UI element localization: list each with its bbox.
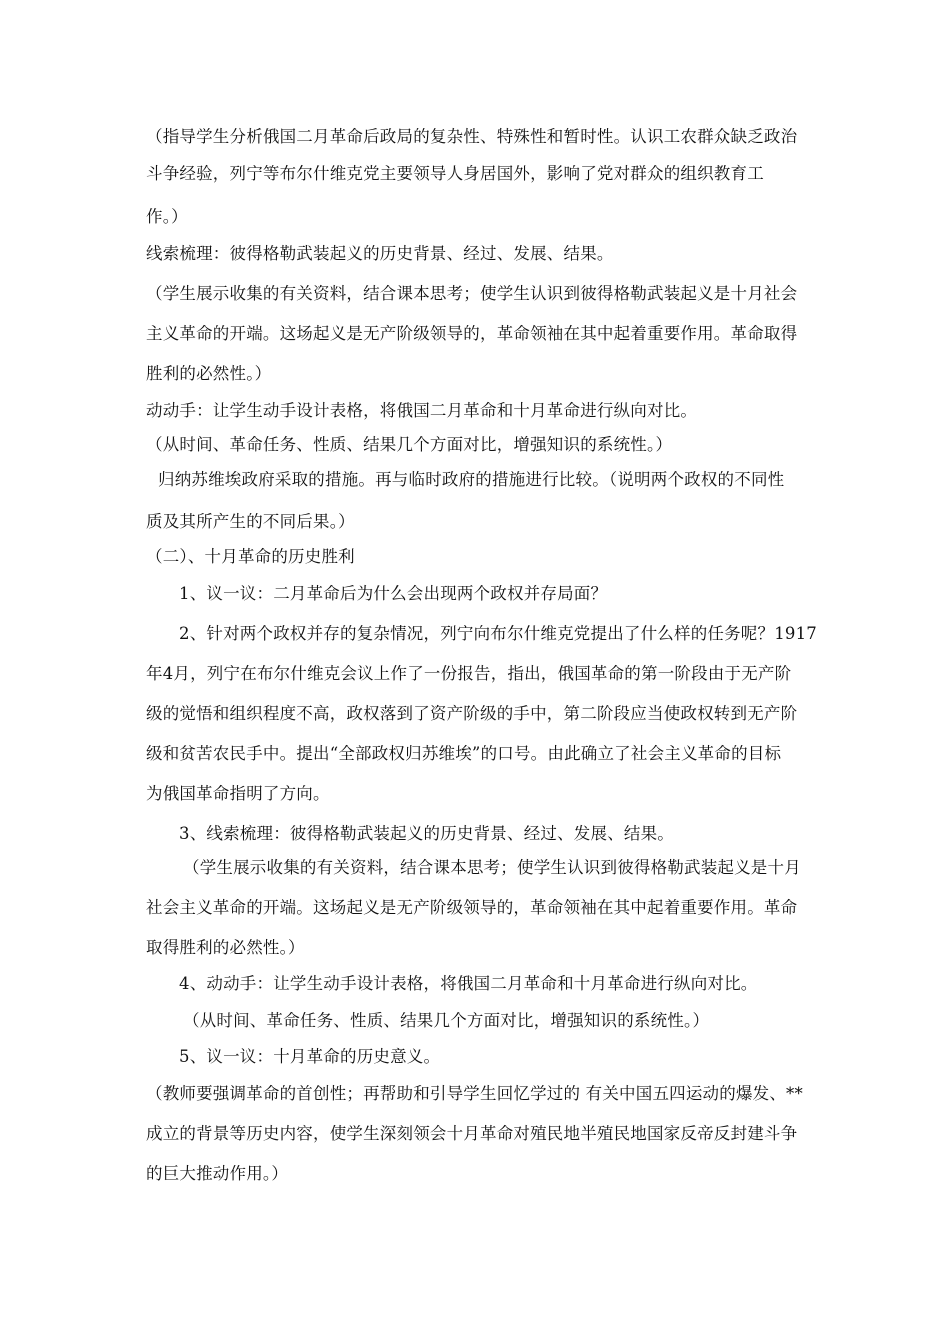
text-line: （指导学生分析俄国二月革命后政局的复杂性、特殊性和暂时性。认识工农群众缺乏政治 [146, 127, 798, 146]
text-line: 归纳苏维埃政府采取的措施。再与临时政府的措施进行比较。（说明两个政权的不同性 [158, 470, 785, 489]
text-line: （从时间、革命任务、性质、结果几个方面对比，增强知识的系统性。） [146, 435, 673, 454]
text-line: 质及其所产生的不同后果。） [146, 512, 355, 531]
text-line: 的巨大推动作用。） [146, 1164, 289, 1183]
text-line: （学生展示收集的有关资料，结合课本思考；使学生认识到彼得格勒武装起义是十月 [183, 858, 801, 877]
text-line: 年4月，列宁在布尔什维克会议上作了一份报告，指出，俄国革命的第一阶段由于无产阶 [146, 664, 792, 683]
text-line: 社会主义革命的开端。这场起义是无产阶级领导的，革命领袖在其中起着重要作用。革命 [146, 898, 798, 917]
text-line: 成立的背景等历史内容，使学生深刻领会十月革命对殖民地半殖民地国家反帝反封建斗争 [146, 1124, 798, 1143]
text-line: （从时间、革命任务、性质、结果几个方面对比，增强知识的系统性。） [183, 1011, 710, 1030]
text-line: 级的觉悟和组织程度不高，政权落到了资产阶级的手中，第二阶段应当使政权转到无产阶 [146, 704, 798, 723]
text-line: 作。） [146, 207, 188, 226]
text-line: 为俄国革命指明了方向。 [146, 784, 330, 803]
text-line: 动动手：让学生动手设计表格，将俄国二月革命和十月革命进行纵向对比。 [146, 401, 698, 420]
text-line: 1、议一议：二月革命后为什么会出现两个政权并存局面？ [179, 584, 608, 603]
text-line: 线索梳理：彼得格勒武装起义的历史背景、经过、发展、结果。 [146, 244, 614, 263]
text-line: 2、针对两个政权并存的复杂情况，列宁向布尔什维克党提出了什么样的任务呢？1917 [179, 624, 817, 643]
text-line: 5、议一议：十月革命的历史意义。 [179, 1047, 441, 1066]
text-line: 胜利的必然性。） [146, 364, 272, 383]
text-line: 级和贫苦农民手中。提出“全部政权归苏维埃”的口号。由此确立了社会主义革命的目标 [146, 744, 782, 763]
section-heading: （二）、十月革命的历史胜利 [146, 547, 355, 566]
text-line: 取得胜利的必然性。） [146, 938, 305, 957]
text-line: （教师要强调革命的首创性；再帮助和引导学生回忆学过的 有关中国五四运动的爆发、** [146, 1084, 803, 1103]
text-line: 斗争经验，列宁等布尔什维克党主要领导人身居国外，影响了党对群众的组织教育工 [146, 164, 764, 183]
text-line: 4、动动手：让学生动手设计表格，将俄国二月革命和十月革命进行纵向对比。 [179, 974, 758, 993]
text-line: （学生展示收集的有关资料，结合课本思考；使学生认识到彼得格勒武装起义是十月社会 [146, 284, 798, 303]
text-line: 3、线索梳理：彼得格勒武装起义的历史背景、经过、发展、结果。 [179, 824, 674, 843]
text-line: 主义革命的开端。这场起义是无产阶级领导的，革命领袖在其中起着重要作用。革命取得 [146, 324, 798, 343]
